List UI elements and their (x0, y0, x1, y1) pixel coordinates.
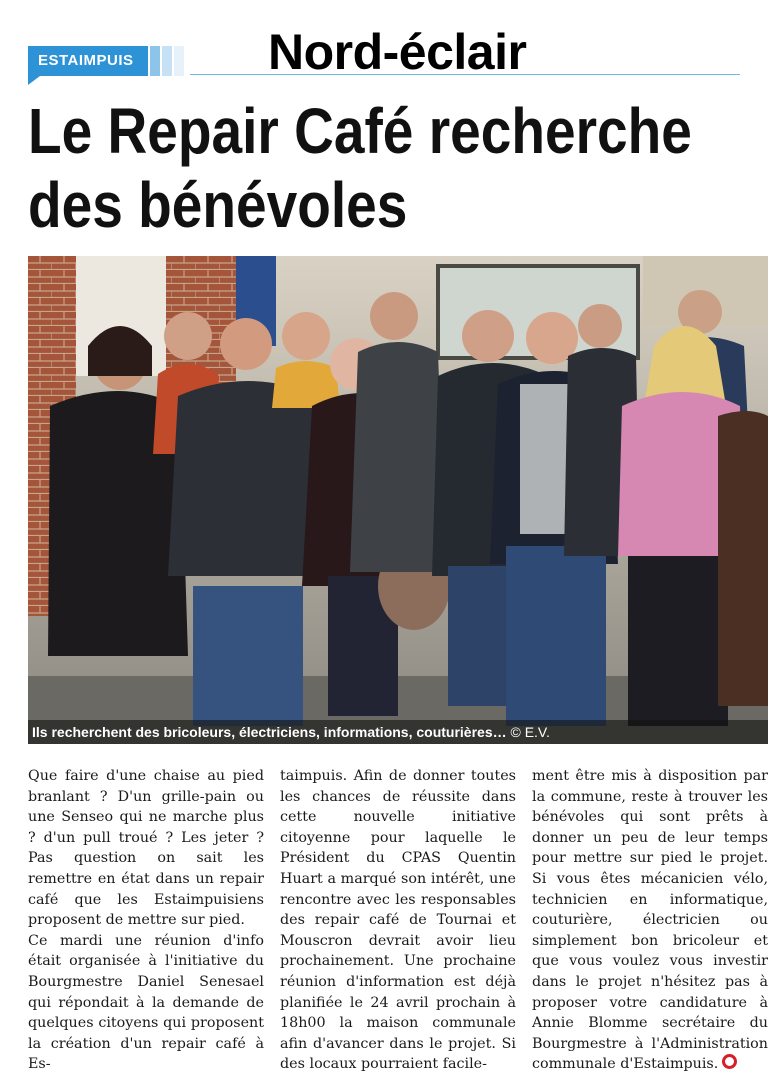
masthead-logo: Nord-éclair (268, 24, 527, 80)
photo-credit: © E.V. (510, 724, 550, 740)
tag-decor-square (174, 46, 184, 76)
article-paragraph (532, 766, 768, 1075)
article-paragraph: Ce mardi une réunion d'info était organisée à l'initiative du Bourgmestre Daniel Senesael qui répondait à la demande de quelques citoyens qui proposent la création d'un repair café à Es- (28, 932, 264, 1073)
headline-line-2: des bénévoles (28, 169, 408, 241)
photo-caption (28, 720, 768, 744)
end-of-article-icon (722, 1054, 737, 1069)
article-column-1 (28, 766, 264, 1075)
headline (28, 94, 692, 242)
article-paragraph: Que faire d'une chaise au pied branlant ? D'un grille-pain ou une Senseo qui ne marche plus ? d'un pull troué ? Les jeter ? Pas question on sait les remettre en état dans un repair café que les Estaimpuisiens proposent de mettre sur pied. (28, 768, 264, 929)
article-body (28, 766, 768, 1075)
article-column-2 (280, 766, 516, 1075)
headline-line-1: Le Repair Café recherche (28, 95, 692, 167)
article-column-3 (532, 766, 768, 1075)
tag-decor-square (162, 46, 172, 76)
article-photo (28, 256, 768, 744)
group-photo-illustration (28, 256, 768, 744)
article-paragraph: taimpuis. Afin de donner toutes les chances de réussite dans cette nouvelle initiative citoyenne pour laquelle le Président du CPAS Quentin Huart a marqué son intérêt, une rencontre avec les responsables des repair café de Tournai et Mouscron devrait avoir lieu prochainement. Une prochaine réunion d'information est déjà planifiée le 24 avril prochain à 18h00 la maison communale afin d'avancer dans le projet. Si des locaux pourraient facile- (280, 768, 516, 1073)
tag-decor-square (150, 46, 160, 76)
photo-caption-text: Ils recherchent des bricoleurs, électriciens, informations, couturières… (32, 724, 507, 740)
section-label: ESTAIMPUIS (28, 46, 148, 76)
article-text: ment être mis à disposition par la commune, reste à trouver les bénévoles qui sont prêts à donner un peu de leur temps pour mettre sur pied le projet. Si vous êtes mécanicien vélo, technicien en informatique, couturière, électricien ou simplement bon bricoleur et que vous voulez vous investir dans le projet n'hésitez pas à proposer votre candidature à Annie Blomme secrétaire du Bourgmestre à l'Administration communale d'Estaimpuis. (532, 768, 768, 1073)
section-tag (28, 46, 184, 76)
